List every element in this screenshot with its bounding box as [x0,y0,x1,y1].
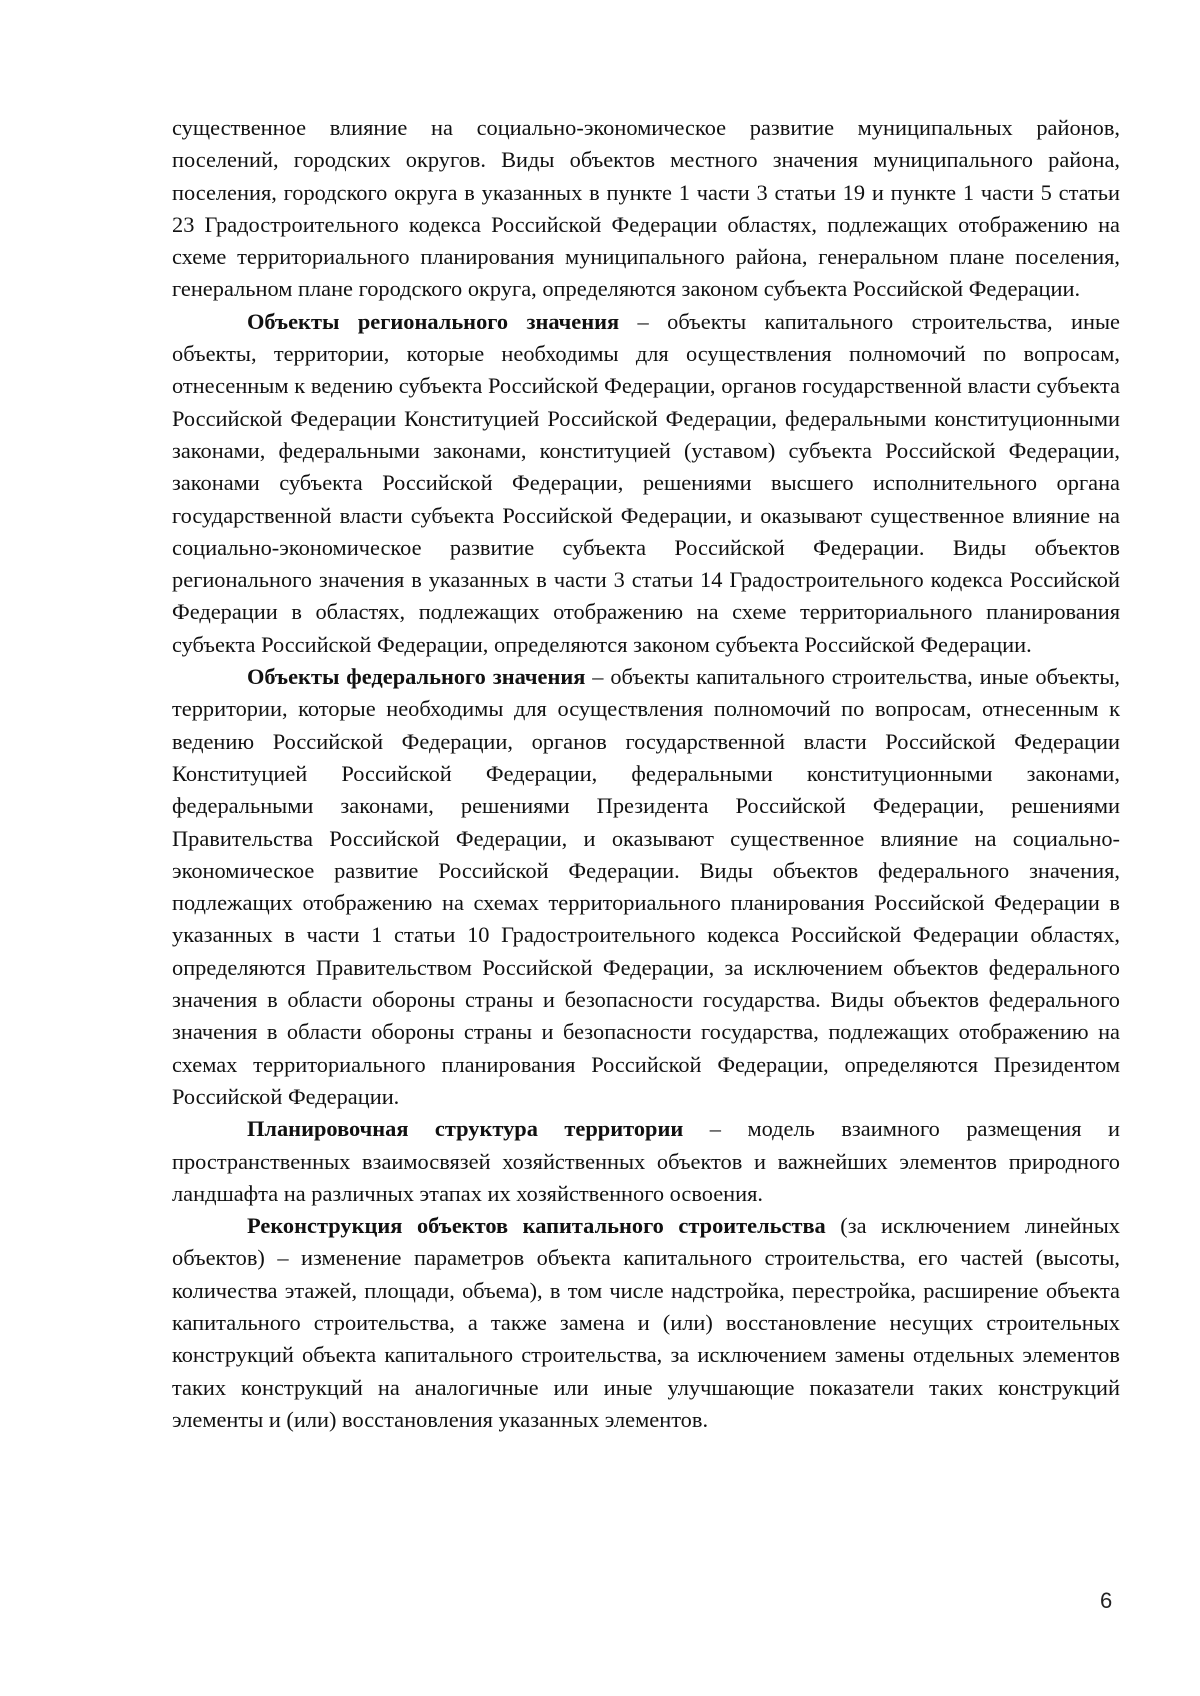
paragraph-planning-structure [172,1113,1120,1210]
term-federal-objects: Объекты федерального значения [247,664,586,690]
page-number: 6 [1100,1588,1113,1613]
paragraph-text: (за исключением линейных объектов) – изменение параметров объекта капитального строительства, его частей (высоты, количества этажей, площади, объема), в том числе надстройка, перестройка, расширение объекта капитального строительства, а также замена и (или) восстановление несущих строительных конструкций объекта капитального строительства, за исключением замены отдельных элементов таких конструкций на аналогичные или иные улучшающие показатели таких конструкций элементы и (или) восстановления указанных элементов. [172,1213,1120,1432]
term-regional-objects: Объекты регионального значения [247,308,620,334]
paragraph-text: – объекты капитального строительства, иные объекты, территории, которые необходимы для осуществления полномочий по вопросам, отнесенным к ведению Российской Федерации, органов государственной власти Российской Федерации Конституцией Российской Федерации, федеральными конституционными законами, федеральными законами, решениями Президента Российской Федерации, решениями Правительства Российской Федерации, и оказывают существенное влияние на социально-экономическое развитие Российской Федерации. Виды объектов федерального значения, подлежащих отображению на схемах территориального планирования Российской Федерации в указанных в части 1 статьи 10 Градостроительного кодекса Российской Федерации областях, определяются Правительством Российской Федерации, за исключением объектов федерального значения в области обороны страны и безопасности государства. Виды объектов федерального значения в области обороны страны и безопасности государства, подлежащих отображению на схемах территориального планирования Российской Федерации, определяются Президентом Российской Федерации. [172,664,1120,1109]
paragraph-continuation [172,112,1120,306]
paragraph-text: – модель взаимного размещения и пространственных взаимосвязей хозяйственных объектов и важнейших элементов природного ландшафта на различных этапах их хозяйственного освоения. [172,1116,1120,1206]
paragraph-text: существенное влияние на социально-экономическое развитие муниципальных районов, поселений, городских округов. Виды объектов местного значения муниципального района, поселения, городского округа в указанных в пункте 1 части 3 статьи 19 и пункте 1 части 5 статьи 23 Градостроительного кодекса Российской Федерации областях, подлежащих отображению на схеме территориального планирования муниципального района, генеральном плане поселения, генеральном плане городского округа, определяются законом субъекта Российской Федерации. [172,115,1120,302]
document-body [172,112,1120,1436]
paragraph-reconstruction [172,1210,1120,1436]
paragraph-federal-objects [172,661,1120,1113]
paragraph-text: – объекты капитального строительства, иные объекты, территории, которые необходимы для осуществления полномочий по вопросам, отнесенным к ведению субъекта Российской Федерации, органов государственной власти субъекта Российской Федерации Конституцией Российской Федерации, федеральными конституционными законами, федеральными законами, конституцией (уставом) субъекта Российской Федерации, законами субъекта Российской Федерации, решениями высшего исполнительного органа государственной власти субъекта Российской Федерации, и оказывают существенное влияние на социально-экономическое развитие субъекта Российской Федерации. Виды объектов регионального значения в указанных в части 3 статьи 14 Градостроительного кодекса Российской Федерации в областях, подлежащих отображению на схеме территориального планирования субъекта Российской Федерации, определяются законом субъекта Российской Федерации. [172,308,1120,657]
term-reconstruction: Реконструкция объектов капитального строительства [247,1213,826,1239]
paragraph-regional-objects [172,306,1120,661]
term-planning-structure: Планировочная структура территории [247,1116,684,1142]
